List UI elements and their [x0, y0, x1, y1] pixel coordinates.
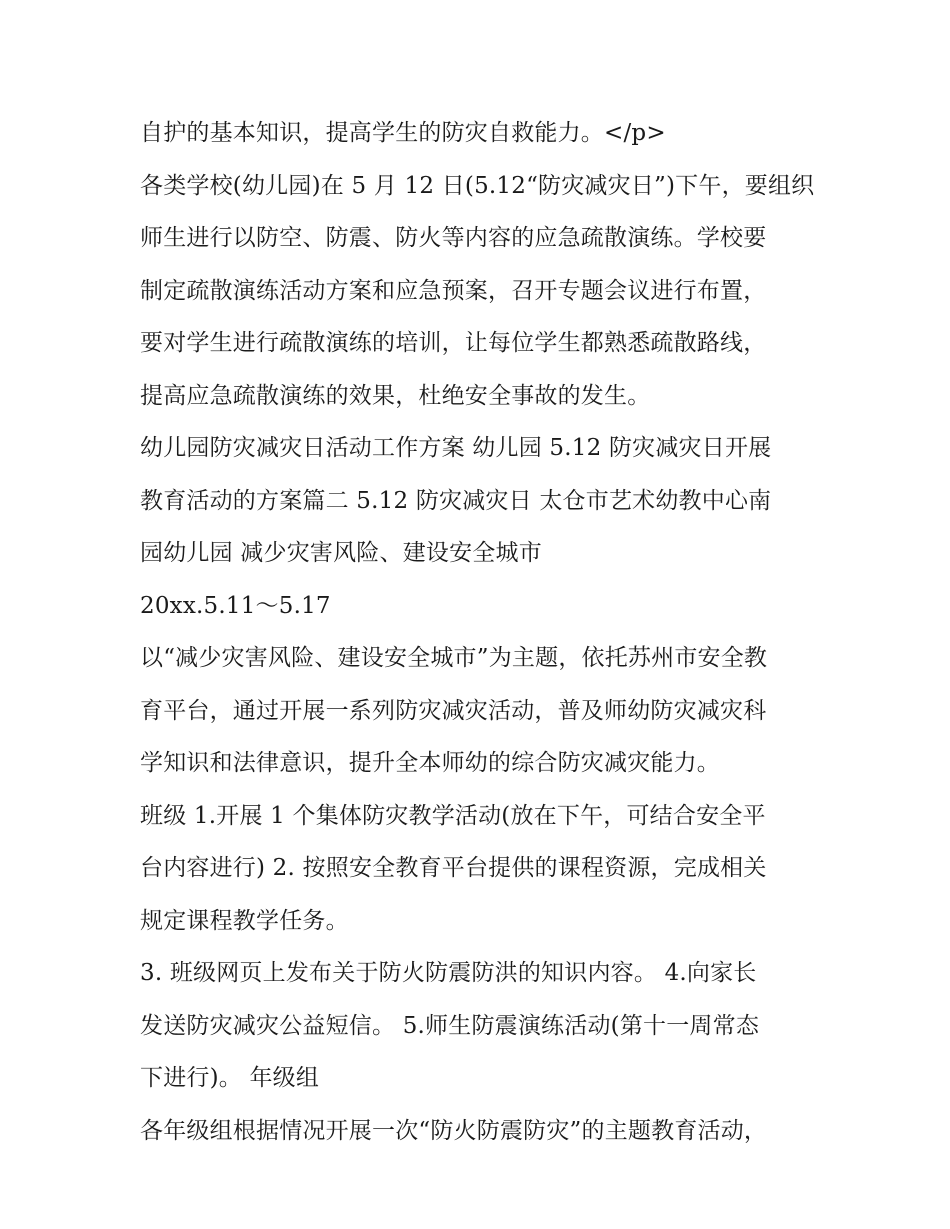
document-body [140, 107, 820, 1157]
text-line: 提高应急疏散演练的效果，杜绝安全事故的发生。 [140, 382, 651, 409]
text-line: 园幼儿园 减少灾害风险、建设安全城市 [140, 540, 542, 566]
text-line: 各类学校(幼儿园)在 5 月 12 日(5.12“防灾减灾日”)下午，要组织 [140, 172, 815, 199]
text-line: 各年级组根据情况开展一次“防火防震防灾”的主题教育活动， [140, 1117, 768, 1144]
text-line: 教育活动的方案篇二 5.12 防灾减灾日 太仓市艺术幼教中心南 [140, 487, 772, 514]
text-line: 规定课程教学任务。 [140, 907, 349, 934]
text-line: 要对学生进行疏散演练的培训，让每位学生都熟悉疏散路线， [140, 330, 767, 356]
text-line: 幼儿园防灾减灾日活动工作方案 幼儿园 5.12 防灾减灾日开展 [140, 435, 772, 461]
text-line: 20xx.5.11～5.17 [140, 592, 331, 619]
text-line: 自护的基本知识，提高学生的防灾自救能力。</p> [140, 120, 666, 146]
text-line: 下进行)。 年级组 [140, 1065, 320, 1091]
text-line: 师生进行以防空、防震、防火等内容的应急疏散演练。学校要 [140, 225, 767, 251]
text-line: 台内容进行) 2. 按照安全教育平台提供的课程资源，完成相关 [140, 855, 767, 881]
text-line: 班级 1.开展 1 个集体防灾教学活动(放在下午，可结合安全平 [140, 802, 766, 829]
text-line: 以“减少灾害风险、建设安全城市”为主题，依托苏州市安全教 [140, 645, 768, 671]
text-line: 制定疏散演练活动方案和应急预案，召开专题会议进行布置， [140, 277, 767, 304]
text-line: 发送防灾减灾公益短信。 5.师生防震演练活动(第十一周常态 [140, 1012, 760, 1039]
text-line: 育平台，通过开展一系列防灾减灾活动，普及师幼防灾减灾科 [140, 697, 767, 724]
text-line: 3. 班级网页上发布关于防火防震防洪的知识内容。 4.向家长 [140, 960, 757, 986]
text-line: 学知识和法律意识，提升全本师幼的综合防灾减灾能力。 [140, 750, 720, 776]
